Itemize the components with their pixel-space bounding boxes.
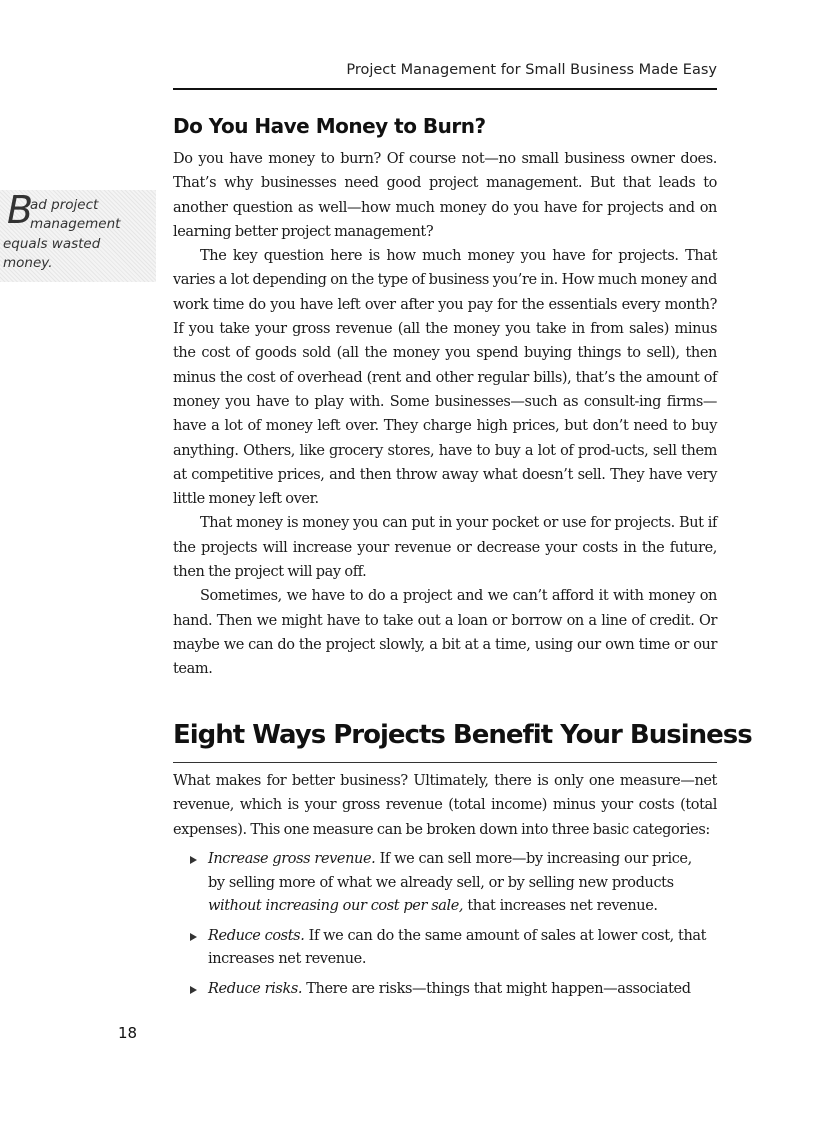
bullet-text: If we can sell more—by increasing our price, by selling more of what we already sell, or by selling new products	[208, 851, 692, 891]
paragraph: That money is money you can put in your pocket or use for projects. But if the projects will increase your revenue or decrease your costs in the future, then the project will pay off.	[173, 515, 717, 581]
section-body	[173, 147, 717, 682]
page-number: 18	[118, 1024, 138, 1042]
chapter-intro	[173, 769, 717, 842]
chapter-rule	[173, 762, 717, 763]
sidebar-drop-cap: B	[7, 188, 34, 232]
sidebar-line: management	[30, 216, 121, 232]
sidebar-line: money.	[3, 255, 53, 271]
list-item	[190, 925, 710, 972]
header-rule	[173, 88, 717, 90]
paragraph: Do you have money to burn? Of course not—no small business owner does. That’s why businesses need good project management. But that leads to another question as well—how much money do you have for projects and on learning better project management?	[173, 151, 717, 240]
paragraph: Sometimes, we have to do a project and we can’t afford it with money on hand. Then we might have to take out a loan or borrow on a line of credit. Or maybe we can do the project slowly, a bit at a time, using our own time or our team.	[173, 588, 717, 678]
section-title: Do You Have Money to Burn?	[173, 114, 486, 138]
bullet-text: There are risks—things that might happen—associated	[302, 980, 691, 997]
sidebar-line: ad project	[30, 197, 99, 213]
bullet-lead: Increase gross revenue.	[208, 851, 376, 867]
bullet-text: that increases net revenue.	[463, 898, 658, 914]
bullet-emphasis: without increasing our cost per sale,	[208, 898, 464, 914]
bullet-list	[190, 848, 710, 1007]
paragraph: The key question here is how much money you have for projects. That varies a lot depending on the type of business you’re in. How much money and work time do you have left over after you pay for the essentials every month? If you take your gross revenue (all the money you take in from sales) minus the cost of goods sold (all the money you spend buying things to sell), then minus the cost of overhead (rent and other regular bills), that’s the amount of money you have to play with. Some businesses—such as consult-ing firms—have a lot of money left over. They charge high prices, but don’t need to buy anything. Others, like grocery stores, have to buy a lot of prod-ucts, sell them at competitive prices, and then throw away what doesn’t sell. They have very little money left over.	[173, 248, 717, 508]
bullet-lead: Reduce costs.	[208, 927, 305, 944]
list-item	[190, 978, 710, 1002]
list-item	[190, 848, 710, 919]
sidebar-line: equals wasted	[3, 236, 101, 252]
bullet-lead: Reduce risks.	[208, 980, 303, 997]
triangle-bullet-icon	[190, 856, 197, 864]
bullet-text: If we can do the same amount of sales at lower cost, that increases net revenue.	[208, 927, 707, 967]
paragraph: What makes for better business? Ultimately, there is only one measure—net revenue, which is your gross revenue (total income) minus your costs (total expenses). This one measure can be broken down into three basic categories:	[173, 773, 717, 838]
triangle-bullet-icon	[190, 986, 197, 994]
triangle-bullet-icon	[190, 933, 197, 941]
chapter-title: Eight Ways Projects Benefit Your Business	[173, 720, 752, 750]
sidebar-callout	[0, 190, 156, 282]
running-head: Project Management for Small Business Made Easy	[346, 62, 717, 78]
